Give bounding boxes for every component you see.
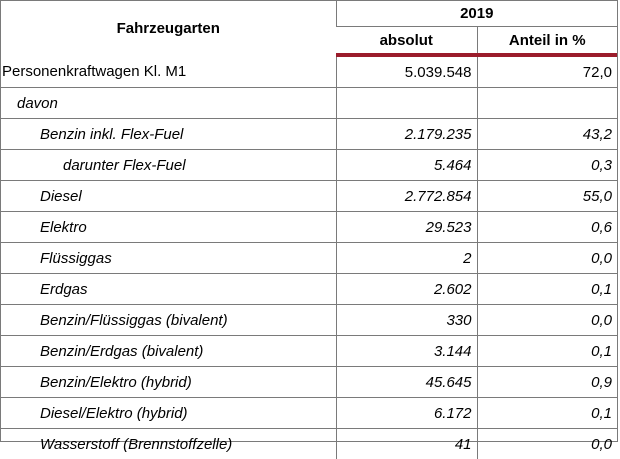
row-label: Benzin/Flüssiggas (bivalent) (1, 305, 336, 336)
row-share: 0,0 (477, 305, 617, 336)
row-label: Elektro (1, 212, 336, 243)
row-label: Benzin inkl. Flex-Fuel (1, 119, 336, 150)
row-label: Benzin/Erdgas (bivalent) (1, 336, 336, 367)
table-row (1, 243, 617, 274)
table-row (1, 429, 617, 459)
row-absolute: 2.179.235 (336, 119, 477, 150)
row-label: Diesel/Elektro (hybrid) (1, 398, 336, 429)
row-absolute: 2.772.854 (336, 181, 477, 212)
row-share: 0,0 (477, 429, 617, 459)
row-absolute: 2.602 (336, 274, 477, 305)
vehicle-types-table (1, 1, 617, 459)
row-share: 0,9 (477, 367, 617, 398)
row-share (477, 88, 617, 119)
header-vehicle-types: Fahrzeugarten (1, 1, 336, 55)
row-absolute: 2 (336, 243, 477, 274)
table-row (1, 150, 617, 181)
row-absolute: 45.645 (336, 367, 477, 398)
table-row (1, 336, 617, 367)
row-share: 0,1 (477, 398, 617, 429)
table-row (1, 367, 617, 398)
row-share: 0,6 (477, 212, 617, 243)
header-share-percent: Anteil in % (477, 27, 617, 56)
table-row (1, 55, 617, 88)
table-row (1, 305, 617, 336)
table-row (1, 398, 617, 429)
table-row (1, 119, 617, 150)
row-share: 0,3 (477, 150, 617, 181)
row-label: davon (1, 88, 336, 119)
row-label: Personenkraftwagen Kl. M1 (1, 55, 336, 88)
header-absolute: absolut (336, 27, 477, 56)
row-absolute: 6.172 (336, 398, 477, 429)
row-label: Erdgas (1, 274, 336, 305)
row-absolute: 5.039.548 (336, 55, 477, 88)
row-absolute (336, 88, 477, 119)
row-label: Benzin/Elektro (hybrid) (1, 367, 336, 398)
row-share: 0,1 (477, 274, 617, 305)
row-share: 0,1 (477, 336, 617, 367)
row-label: darunter Flex-Fuel (1, 150, 336, 181)
table-row (1, 212, 617, 243)
row-absolute: 29.523 (336, 212, 477, 243)
table-row (1, 181, 617, 212)
header-year: 2019 (336, 1, 617, 27)
row-share: 55,0 (477, 181, 617, 212)
table-row (1, 88, 617, 119)
row-share: 43,2 (477, 119, 617, 150)
row-absolute: 41 (336, 429, 477, 459)
row-absolute: 5.464 (336, 150, 477, 181)
row-absolute: 330 (336, 305, 477, 336)
row-share: 0,0 (477, 243, 617, 274)
row-label: Flüssiggas (1, 243, 336, 274)
row-absolute: 3.144 (336, 336, 477, 367)
table-row (1, 274, 617, 305)
row-label: Diesel (1, 181, 336, 212)
row-label: Wasserstoff (Brennstoffzelle) (1, 429, 336, 459)
row-share: 72,0 (477, 55, 617, 88)
